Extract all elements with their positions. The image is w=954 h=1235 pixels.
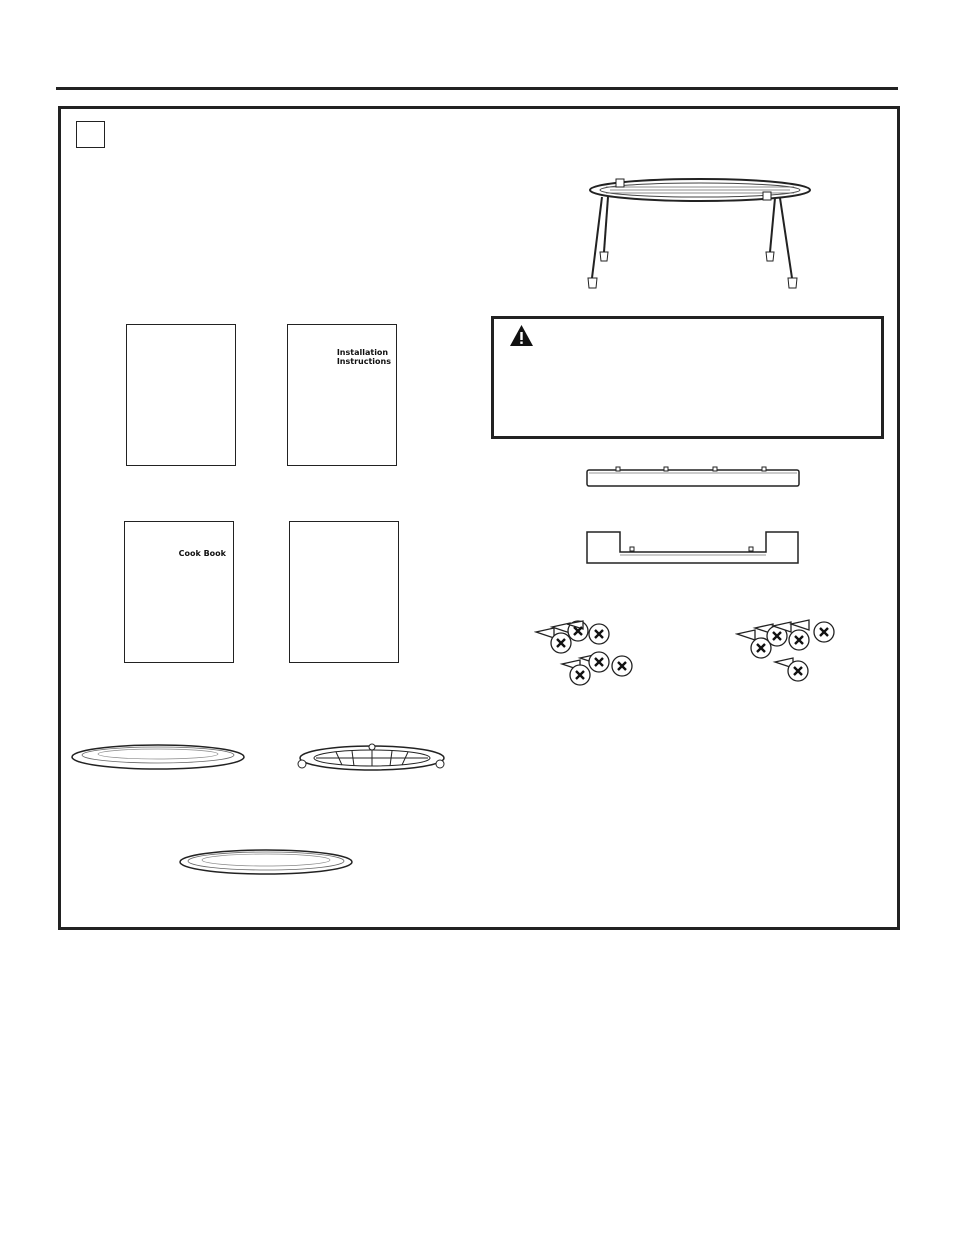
warning-box xyxy=(491,316,884,439)
mounting-bracket xyxy=(586,530,800,566)
screws-group-right-icon xyxy=(735,618,837,688)
installation-title: Installation Instructions xyxy=(336,348,391,366)
booklet-quick-start xyxy=(289,521,399,663)
top-rule xyxy=(56,87,898,90)
cookbook-title: Cook Book xyxy=(178,549,226,558)
mounting-rail-top xyxy=(586,465,800,489)
screws-group-left-icon xyxy=(534,618,636,688)
turntable-tray-large-icon xyxy=(178,847,354,877)
booklet-owners-manual xyxy=(126,324,236,466)
roller-ring-icon xyxy=(296,742,448,774)
step-checkbox xyxy=(76,121,105,148)
warning-triangle-icon xyxy=(509,324,534,347)
booklet-installation xyxy=(287,324,397,466)
turntable-tray-icon xyxy=(70,742,246,772)
booklet-cookbook xyxy=(124,521,234,663)
wire-rack-icon xyxy=(580,170,820,296)
